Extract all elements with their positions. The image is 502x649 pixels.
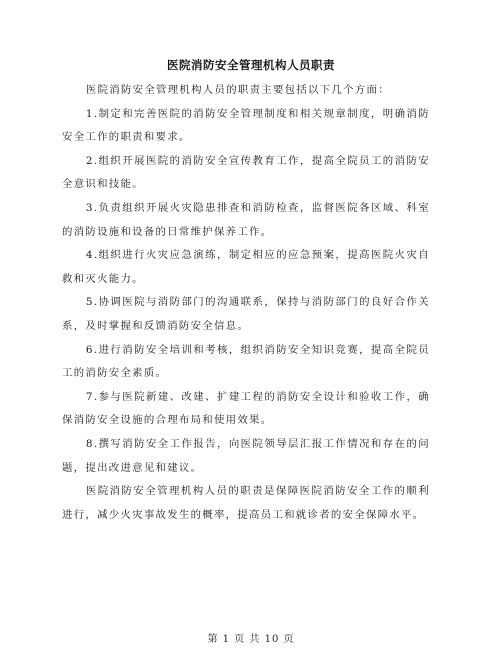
- paragraph-item-4: 4.组织进行火灾应急演练，制定相应的应急预案，提高医院火灾自救和灭火能力。: [62, 249, 430, 285]
- paragraph-item-5: 5.协调医院与消防部门的沟通联系，保持与消防部门的良好合作关系，及时掌握和反馈消防安全信息。: [62, 296, 430, 332]
- paragraph-item-3: 3.负责组织开展火灾隐患排查和消防检查，监督医院各区域、科室的消防设施和设备的日常维护保养工作。: [62, 201, 430, 238]
- paragraph-conclusion: 医院消防安全管理机构人员的职责是保障医院消防安全工作的顺利进行，减少火灾事故发生的概率，提高员工和就诊者的安全保障水平。: [62, 485, 430, 521]
- paragraph-item-6: 6.进行消防安全培训和考核，组织消防安全知识竞赛，提高全院员工的消防安全素质。: [62, 343, 430, 380]
- paragraph-item-7: 7.参与医院新建、改建、扩建工程的消防安全设计和验收工作，确保消防安全设施的合理布局和使用效果。: [62, 390, 430, 427]
- document-body: [62, 79, 430, 527]
- page-number-label: 第 1 页 共 10 页: [207, 634, 295, 645]
- document-title: 医院消防安全管理机构人员职责: [167, 58, 335, 72]
- paragraph-item-8: 8.撰写消防安全工作报告，向医院领导层汇报工作情况和存在的问题，提出改进意见和建议。: [62, 437, 430, 474]
- paragraph-item-2: 2.组织开展医院的消防安全宣传教育工作，提高全院员工的消防安全意识和技能。: [62, 154, 430, 191]
- paragraph-intro: 医院消防安全管理机构人员的职责主要包括以下几个方面：: [85, 84, 390, 96]
- page-footer: [0, 630, 502, 645]
- paragraph-item-1: 1.制定和完善医院的消防安全管理制度和相关规章制度，明确消防安全工作的职责和要求。: [62, 107, 430, 144]
